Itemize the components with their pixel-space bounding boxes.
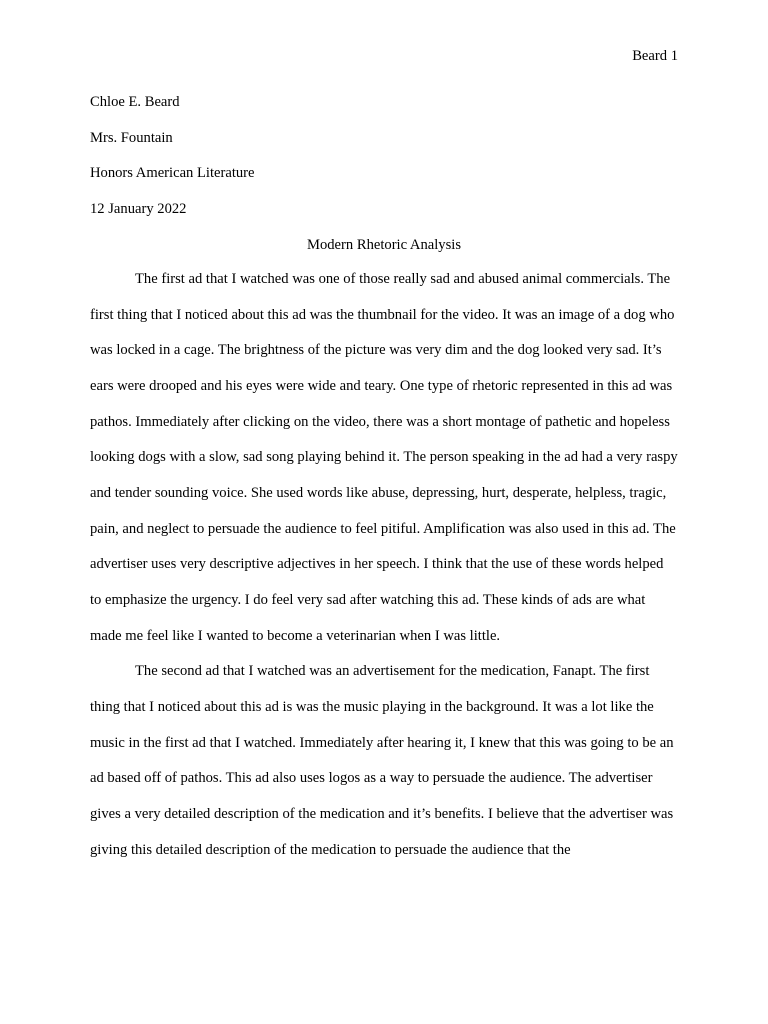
- mla-heading: [90, 93, 678, 235]
- document-date: 12 January 2022: [90, 200, 187, 217]
- body-paragraph-2: The second ad that I watched was an advertisement for the medication, Fanapt. The first thing that I noticed about this ad is was the music playing in the background. It was a lot like the music in the first ad that I watched. Immediately after hearing it, I knew that this was going to be an ad based off of pathos. This ad also uses logos as a way to persuade the audience. The advertiser gives a very detailed description of the medication and it’s benefits. I believe that the advertiser was giving this detailed description of the medication to persuade the audience that the: [90, 663, 674, 858]
- teacher-name: Mrs. Fountain: [90, 129, 173, 146]
- essay-title: Modern Rhetoric Analysis: [306, 237, 462, 253]
- page-header-label: Beard 1: [632, 48, 678, 64]
- body-paragraph-1: The first ad that I watched was one of those really sad and abused animal commercials. The first thing that I noticed about this ad was the thumbnail for the video. It was an image of a dog who was locked in a cage. The brightness of the picture was very dim and the dog looked very sad. It’s ears were drooped and his eyes were wide and teary. One type of rhetoric represented in this ad was pathos. Immediately after clicking on the video, there was a short montage of pathetic and hopeless looking dogs with a slow, sad song playing behind it. The person speaking in the ad had a very raspy and tender sounding voice. She used words like abuse, depressing, hurt, desperate, helpless, tragic, pain, and neglect to persuade the audience to feel pitiful. Amplification was also used in this ad. The advertiser uses very descriptive adjectives in her speech. I think that the use of these words helped to emphasize the urgency. I do feel very sad after watching this ad. These kinds of ads are what made me feel like I wanted to become a veterinarian when I was little.: [90, 271, 678, 644]
- student-name: Chloe E. Beard: [90, 94, 180, 110]
- course-name: Honors American Literature: [90, 165, 255, 182]
- essay-body: [90, 262, 678, 868]
